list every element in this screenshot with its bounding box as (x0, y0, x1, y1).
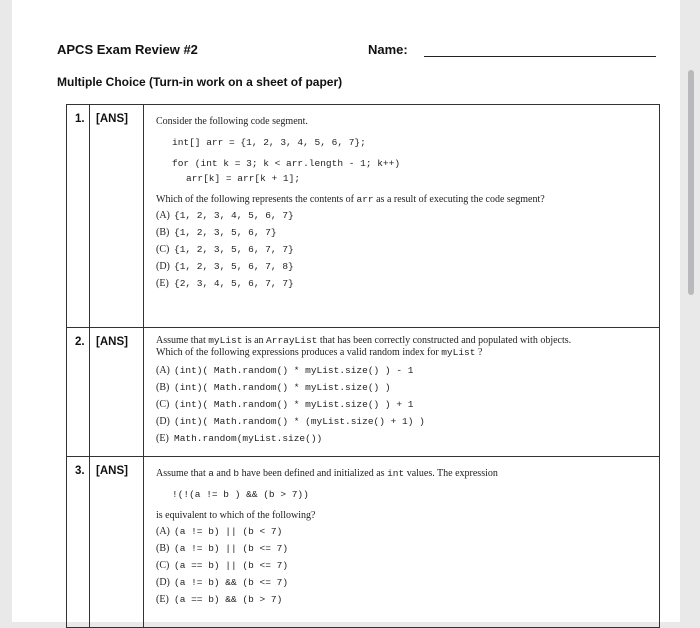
worksheet-page (12, 0, 680, 622)
question-text: Which of the following represents the contents of arr as a result of executing the code segment? (156, 194, 545, 205)
option-a[interactable]: (A) (int)( Math.random() * myList.size() ) - 1 (156, 365, 414, 376)
expression: !(!(a != b ) && (b > 7)) (172, 489, 309, 500)
option-b[interactable]: (B) {1, 2, 3, 5, 6, 7} (156, 227, 277, 238)
code-line: for (int k = 3; k < arr.length - 1; k++) (172, 158, 401, 169)
option-d[interactable]: (D) (a != b) && (b <= 7) (156, 577, 289, 588)
name-underline (424, 56, 656, 57)
questions-table (66, 104, 660, 628)
question-body (144, 105, 659, 298)
option-e[interactable]: (E) {2, 3, 4, 5, 6, 7, 7} (156, 278, 294, 289)
question-number-cell (67, 105, 144, 327)
page-title: APCS Exam Review #2 (57, 42, 198, 57)
option-c[interactable]: (C) {1, 2, 3, 5, 6, 7, 7} (156, 244, 294, 255)
code-line: int[] arr = {1, 2, 3, 4, 5, 6, 7}; (172, 137, 366, 148)
answer-slot[interactable]: [ANS] (89, 328, 128, 456)
option-b[interactable]: (B) (int)( Math.random() * myList.size() ) (156, 382, 391, 393)
question-row-3 (67, 456, 659, 627)
question-prompt: Assume that a and b have been defined and initialized as int values. The expression (156, 468, 498, 479)
question-text: Which of the following expressions produces a valid random index for myList ? (156, 347, 483, 358)
option-b[interactable]: (B) (a != b) || (b <= 7) (156, 543, 289, 554)
section-subtitle: Multiple Choice (Turn-in work on a sheet of paper) (57, 75, 343, 89)
vertical-scrollbar[interactable] (688, 70, 694, 295)
option-d[interactable]: (D) (int)( Math.random() * (myList.size() + 1) ) (156, 416, 425, 427)
question-prompt: Consider the following code segment. (156, 116, 308, 127)
option-c[interactable]: (C) (int)( Math.random() * myList.size() ) + 1 (156, 399, 414, 410)
answer-slot[interactable]: [ANS] (89, 457, 128, 627)
option-c[interactable]: (C) (a == b) || (b <= 7) (156, 560, 289, 571)
question-body (144, 457, 659, 614)
option-e[interactable]: (E) (a == b) && (b > 7) (156, 594, 283, 605)
option-e[interactable]: (E) Math.random(myList.size()) (156, 433, 323, 444)
question-number: 2. (75, 336, 85, 348)
answer-slot[interactable]: [ANS] (89, 105, 128, 327)
option-d[interactable]: (D) {1, 2, 3, 5, 6, 7, 8} (156, 261, 294, 272)
question-row-2 (67, 327, 659, 456)
question-body (144, 328, 659, 453)
question-text: is equivalent to which of the following? (156, 510, 316, 521)
question-prompt: Assume that myList is an ArrayList that has been correctly constructed and populated with objects. (156, 335, 572, 346)
option-a[interactable]: (A) {1, 2, 3, 4, 5, 6, 7} (156, 210, 294, 221)
option-a[interactable]: (A) (a != b) || (b < 7) (156, 526, 283, 537)
question-number: 3. (75, 465, 85, 477)
question-number-cell (67, 457, 144, 627)
code-line: arr[k] = arr[k + 1]; (186, 173, 301, 184)
question-number-cell (67, 328, 144, 456)
question-number: 1. (75, 113, 85, 125)
question-row-1 (67, 105, 659, 327)
name-label: Name: (368, 42, 408, 57)
